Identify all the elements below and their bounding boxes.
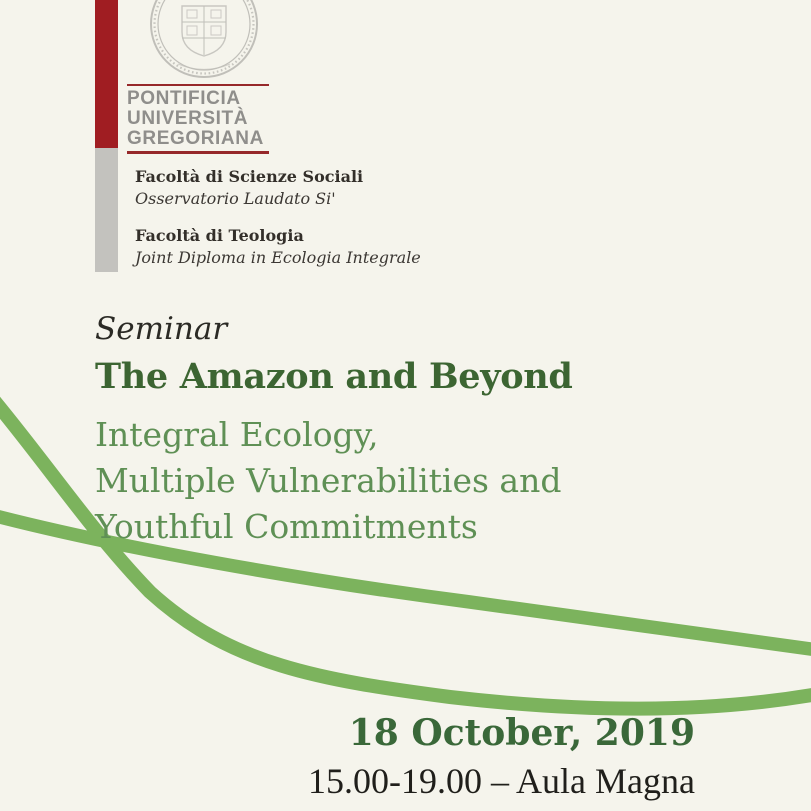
event-title: The Amazon and Beyond [95, 356, 573, 397]
subtitle-line-3: Youthful Commitments [95, 507, 478, 546]
faculty-unit: Osservatorio Laudato Si' [135, 189, 336, 208]
event-time-venue: 15.00-19.00 – Aula Magna [308, 761, 695, 801]
event-title-block [95, 306, 573, 550]
event-datetime-block [308, 708, 695, 804]
subtitle-line-2: Multiple Vulnerabilities and [95, 461, 562, 500]
subtitle-line-1: Integral Ecology, [95, 415, 379, 454]
event-kicker: Seminar [95, 311, 228, 347]
event-date: 18 October, 2019 [348, 712, 695, 754]
event-subtitle [95, 412, 573, 550]
wordmark-line-2: UNIVERSITÀ [127, 108, 249, 129]
faculty-unit: Joint Diploma in Ecologia Integrale [135, 248, 421, 267]
wordmark-line-3: GREGORIANA [127, 128, 264, 149]
faculty-name: Facoltà di Scienze Sociali [135, 167, 364, 186]
faculty-name: Facoltà di Teologia [135, 226, 304, 245]
wordmark-line-1: PONTIFICIA [127, 88, 241, 109]
